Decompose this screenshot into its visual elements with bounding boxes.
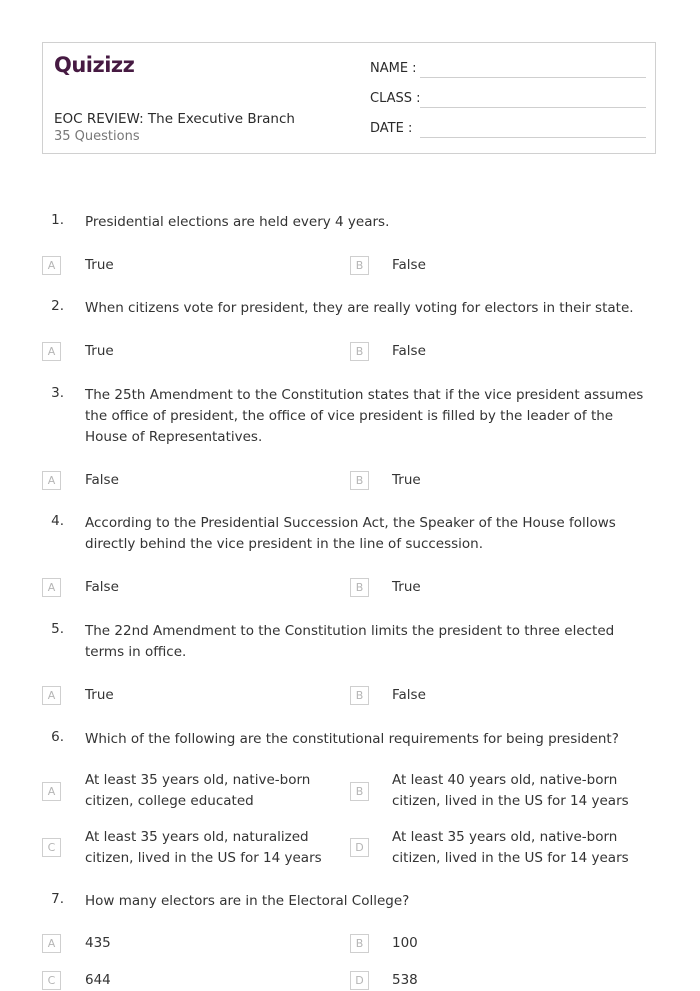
option-letter: B [350,471,369,490]
question-text: Presidential elections are held every 4 years. [85,214,390,230]
option-letter: A [42,686,61,705]
question-number: 5. [51,621,64,637]
worksheet-header [42,42,656,154]
option-letter: A [42,256,61,275]
quizizz-logo: Quizizz [54,53,135,77]
option-letter: A [42,578,61,597]
option-text: 538 [392,972,418,988]
question-text: According to the Presidential Succession Act, the Speaker of the House follows directly behind the vice president in the line of succession. [85,515,616,552]
question-text: Which of the following are the constitutional requirements for being president? [85,731,619,747]
question-number: 1. [51,212,64,228]
option-letter: B [350,934,369,953]
option-text: At least 35 years old, native-born citizen, college educated [85,772,311,809]
option-text: False [85,472,119,488]
option-letter: B [350,342,369,361]
option-letter: A [42,342,61,361]
question-number: 7. [51,891,64,907]
option-letter: C [42,838,61,857]
option-text: False [392,687,426,703]
class-line [420,107,646,108]
option-text: False [392,257,426,273]
question-text: When citizens vote for president, they are really voting for electors in their state. [85,300,634,316]
class-label: CLASS : [370,91,421,106]
option-text: True [392,579,421,595]
date-line [420,137,646,138]
option-text: At least 35 years old, native-born citizen, lived in the US for 14 years [392,829,629,866]
option-letter: B [350,578,369,597]
option-letter: B [350,256,369,275]
option-text: False [85,579,119,595]
option-text: True [85,343,114,359]
date-label: DATE : [370,121,413,136]
question-number: 3. [51,385,64,401]
question-text: The 22nd Amendment to the Constitution limits the president to three elected terms in office. [85,623,615,660]
question-number: 6. [51,729,64,745]
option-text: True [85,687,114,703]
option-letter: D [350,971,369,990]
option-text: 644 [85,972,111,988]
question-number: 4. [51,513,64,529]
question-text: How many electors are in the Electoral College? [85,893,410,909]
option-letter: C [42,971,61,990]
option-text: False [392,343,426,359]
name-line [420,77,646,78]
question-number: 2. [51,298,64,314]
question-count: 35 Questions [54,129,140,144]
option-text: 435 [85,935,111,951]
option-letter: B [350,686,369,705]
option-letter: A [42,471,61,490]
option-text: True [392,472,421,488]
option-text: 100 [392,935,418,951]
option-letter: D [350,838,369,857]
option-text: At least 35 years old, naturalized citizen, lived in the US for 14 years [85,829,322,866]
worksheet-title: EOC REVIEW: The Executive Branch [54,111,295,127]
option-text: At least 40 years old, native-born citizen, lived in the US for 14 years [392,772,629,809]
question-text: The 25th Amendment to the Constitution states that if the vice president assumes the office of president, the office of vice president is filled by the leader of the House of Representatives. [85,387,644,445]
option-letter: A [42,782,61,801]
option-text: True [85,257,114,273]
option-letter: B [350,782,369,801]
option-letter: A [42,934,61,953]
name-label: NAME : [370,61,417,76]
